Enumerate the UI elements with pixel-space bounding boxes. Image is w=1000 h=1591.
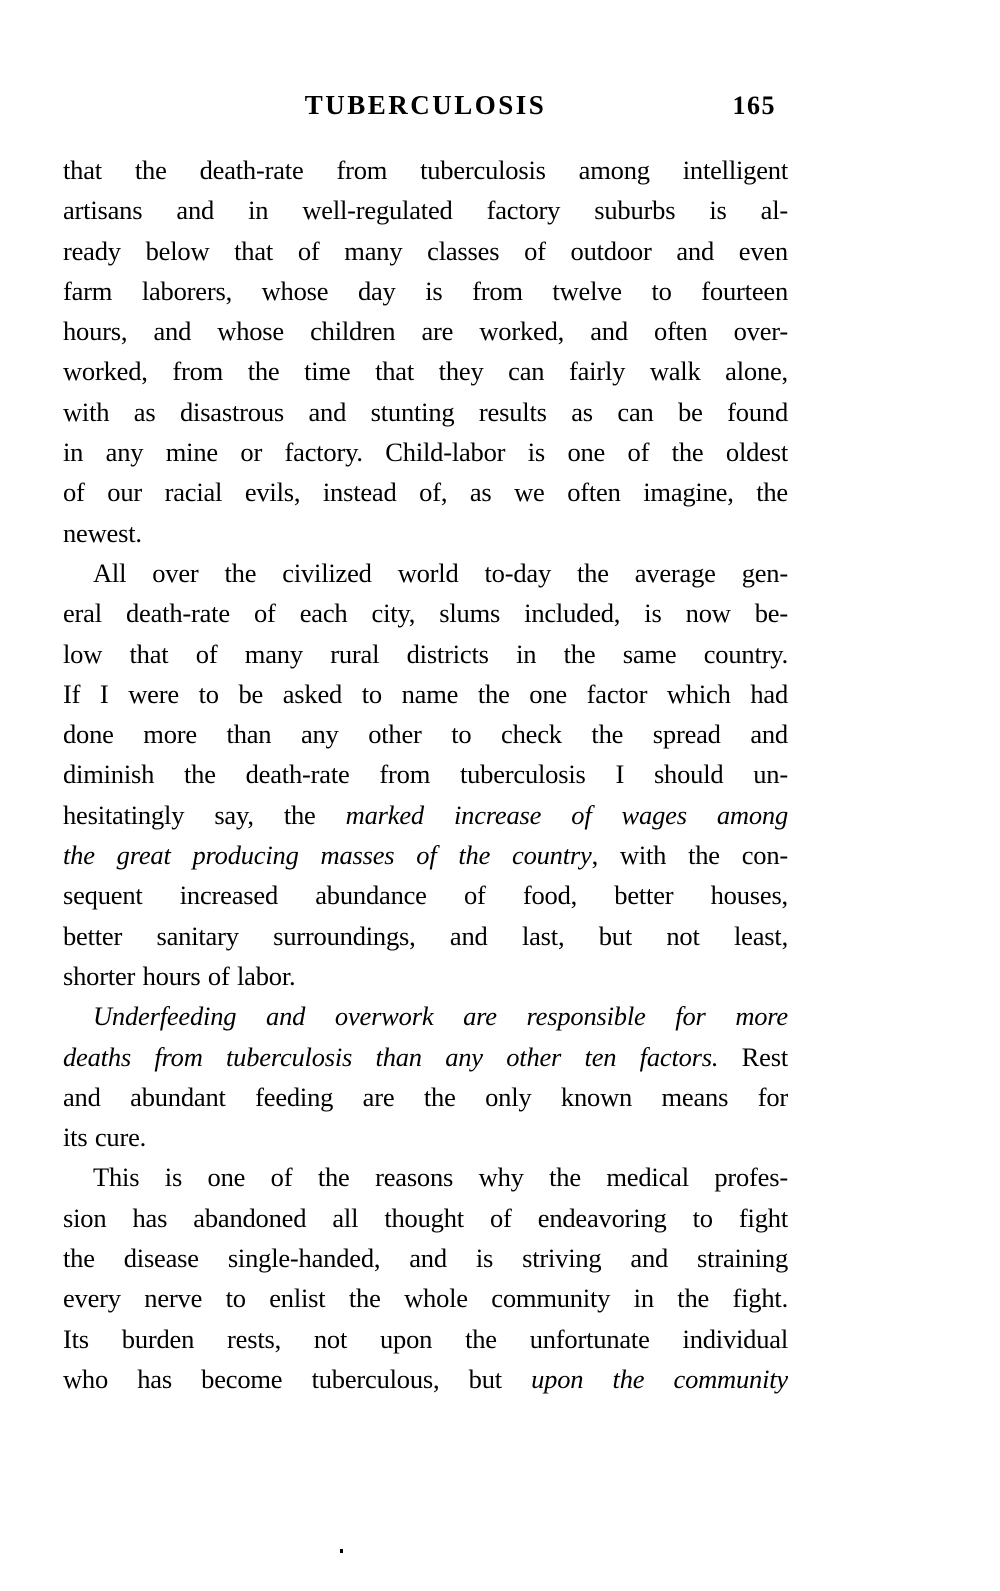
text-run: who has become tuberculous, but [63, 1363, 532, 1394]
text-line [63, 271, 788, 311]
italic-text-run: deaths from tuberculosis than any other ten factors. [63, 1041, 719, 1072]
page-number: 165 [732, 91, 776, 120]
text-run: eral death-rate of each city, slums included, is now be- [63, 598, 788, 629]
text-run: worked, from the time that they can fairly walk alone, [63, 356, 788, 387]
text-run: , with the con- [591, 840, 788, 871]
text-line [63, 674, 788, 714]
text-line [63, 351, 788, 391]
italic-text-run: the great producing masses of the country [63, 840, 592, 871]
text-line [63, 1319, 788, 1359]
text-line [63, 150, 788, 190]
text-line [63, 956, 788, 996]
text-line [63, 795, 788, 835]
text-run: ready below that of many classes of outdoor and even [63, 235, 788, 266]
text-line [63, 432, 788, 472]
text-line [63, 553, 788, 593]
text-run: If I were to be asked to name the one factor which had [63, 678, 788, 709]
text-run: its cure. [63, 1122, 147, 1153]
text-line [63, 634, 788, 674]
text-line [63, 714, 788, 754]
text-line [63, 392, 788, 432]
scan-artifact-speck [340, 1549, 343, 1553]
text-line [63, 1117, 788, 1157]
text-line [63, 1037, 788, 1077]
text-line [63, 472, 788, 512]
text-line [63, 835, 788, 875]
text-run: newest. [63, 517, 142, 548]
text-line [63, 593, 788, 633]
text-line [63, 1157, 788, 1197]
text-run: hesitatingly say, the [63, 799, 346, 830]
text-run: Its burden rests, not upon the unfortunate individual [63, 1323, 788, 1354]
text-run: All over the civilized world to-day the average gen- [93, 557, 788, 588]
text-line [63, 311, 788, 351]
text-line [63, 513, 788, 553]
text-line [63, 190, 788, 230]
text-run: shorter hours of labor. [63, 960, 296, 991]
text-run: better sanitary surroundings, and last, but not least, [63, 920, 788, 951]
text-line [63, 996, 788, 1036]
text-run: of our racial evils, instead of, as we often imagine, the [63, 477, 788, 508]
text-run: sequent increased abundance of food, better houses, [63, 880, 788, 911]
text-line [63, 1238, 788, 1278]
text-run: that the death-rate from tuberculosis among intelligent [63, 155, 788, 185]
text-run: hours, and whose children are worked, and often over- [63, 316, 788, 347]
running-head [63, 90, 788, 130]
text-line [63, 1278, 788, 1318]
text-run: This is one of the reasons why the medical profes- [93, 1162, 788, 1193]
text-run: sion has abandoned all thought of endeavoring to fight [63, 1202, 788, 1233]
text-run: in any mine or factory. Child-labor is one of the oldest [63, 437, 788, 468]
text-run: artisans and in well-regulated factory suburbs is al- [63, 195, 788, 226]
text-line [63, 1198, 788, 1238]
text-line [63, 754, 788, 794]
text-run: done more than any other to check the spread and [63, 719, 788, 750]
text-run: the disease single-handed, and is striving and straining [63, 1243, 788, 1274]
italic-text-run: Underfeeding and overwork are responsible for more [93, 1001, 788, 1032]
text-run: farm laborers, whose day is from twelve to fourteen [63, 275, 788, 306]
text-run: and abundant feeding are the only known means for [63, 1081, 788, 1112]
text-line [63, 231, 788, 271]
text-line [63, 1077, 788, 1117]
text-line [63, 1359, 788, 1399]
italic-text-run: marked increase of wages among [345, 799, 788, 830]
text-line [63, 916, 788, 956]
text-line [63, 875, 788, 915]
page-body-text [63, 150, 788, 1399]
text-run: diminish the death-rate from tuberculosis I should un- [63, 759, 788, 790]
running-header-title: TUBERCULOSIS [304, 90, 547, 120]
text-run: with as disastrous and stunting results as can be found [63, 396, 788, 427]
text-run: every nerve to enlist the whole community in the fight. [63, 1283, 788, 1314]
text-run: Rest [718, 1041, 788, 1072]
text-run: low that of many rural districts in the same country. [63, 638, 788, 669]
italic-text-run: upon the community [531, 1363, 788, 1394]
